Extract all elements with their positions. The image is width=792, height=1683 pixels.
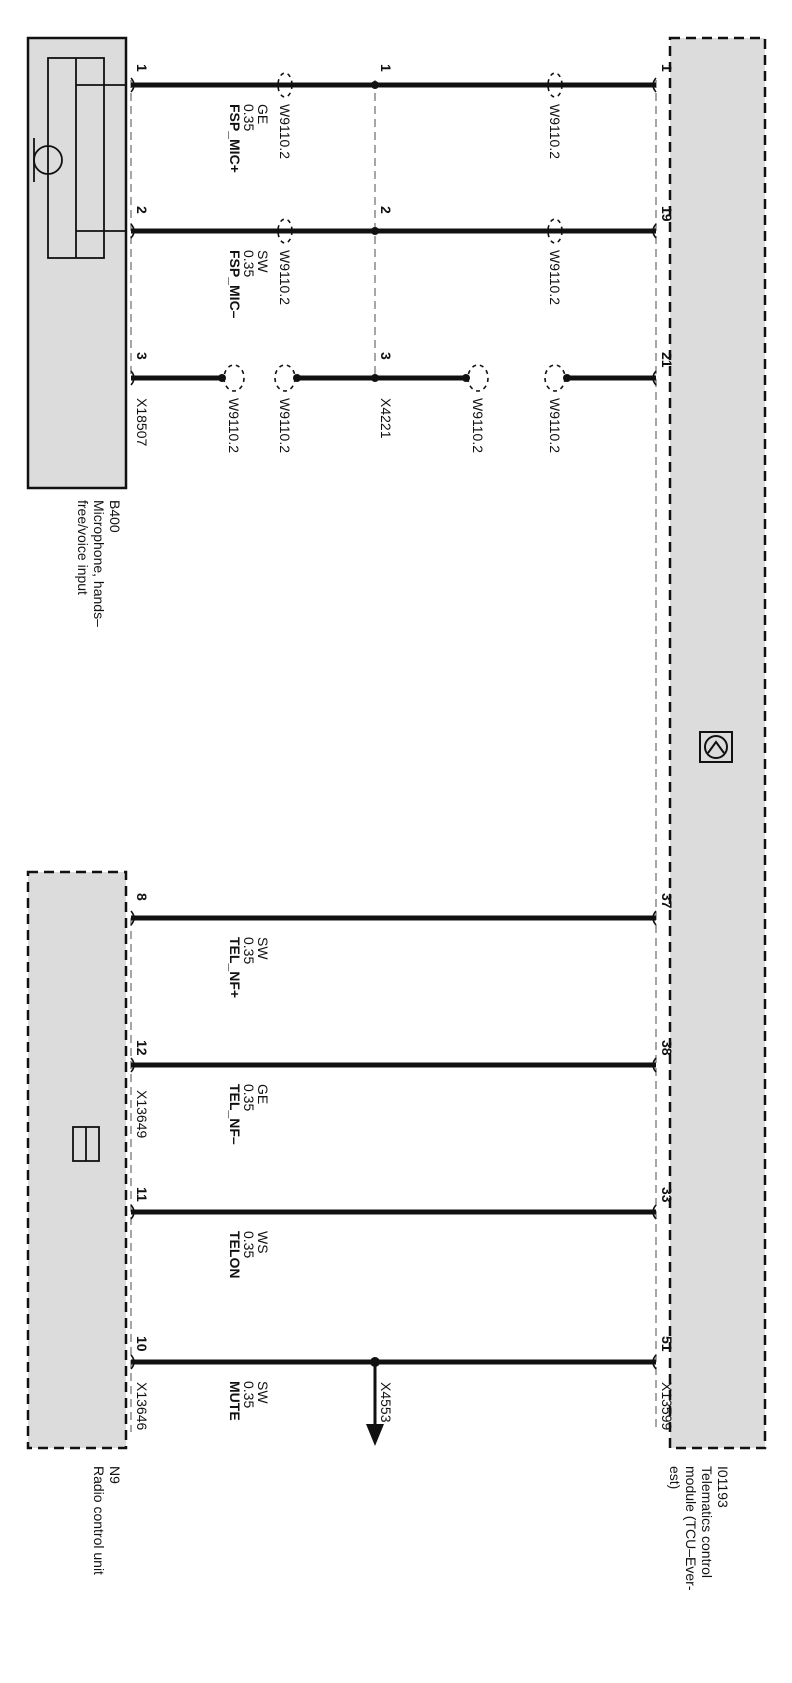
svg-text:Radio control unit: Radio control unit xyxy=(91,1466,107,1575)
mic-module-label xyxy=(75,500,123,627)
svg-text:est): est) xyxy=(667,1466,683,1490)
ground-ref-label: X4553 xyxy=(378,1382,394,1423)
svg-text:0.35: 0.35 xyxy=(241,1231,257,1259)
svg-text:GE: GE xyxy=(255,1084,271,1105)
tcu-pin-33: 33 xyxy=(659,1187,675,1203)
shield-label: W9110.2 xyxy=(547,250,563,305)
wire-label-tel-nf-minus xyxy=(227,1084,271,1145)
tcu-pin-37: 37 xyxy=(659,893,675,909)
svg-text:TEL_NF+: TEL_NF+ xyxy=(227,937,243,999)
svg-text:SW: SW xyxy=(255,937,271,960)
splice-label: X4221 xyxy=(378,398,394,439)
svg-text:N9: N9 xyxy=(107,1466,123,1484)
shield-label: W9110.2 xyxy=(277,398,293,453)
tcu-connector-label: X13599 xyxy=(659,1382,675,1431)
tcu-pin-21: 21 xyxy=(659,352,675,368)
mic-module-box[interactable] xyxy=(28,38,126,488)
svg-text:Telematics control: Telematics control xyxy=(699,1466,715,1579)
splice-pin-2: 2 xyxy=(378,206,394,214)
svg-text:B400: B400 xyxy=(107,500,123,533)
shield-label: W9110.2 xyxy=(226,398,242,453)
wires xyxy=(131,85,656,1362)
shield-label: W9110.2 xyxy=(547,104,563,159)
svg-text:MUTE: MUTE xyxy=(227,1381,243,1421)
splice-pin-1: 1 xyxy=(378,64,394,72)
wire-label-fsp-mic-minus xyxy=(227,250,271,319)
svg-text:TELON: TELON xyxy=(227,1231,243,1279)
svg-text:0.35: 0.35 xyxy=(241,1084,257,1112)
mic-pin-3: 3 xyxy=(134,352,150,360)
svg-text:FSP_MIC–: FSP_MIC– xyxy=(227,250,243,319)
tcu-pin-38: 38 xyxy=(659,1040,675,1056)
wire-label-mute xyxy=(227,1381,271,1421)
splice-pin-3: 3 xyxy=(378,352,394,360)
radio-module-box[interactable] xyxy=(28,872,126,1448)
svg-text:GE: GE xyxy=(255,104,271,125)
shield-label: W9110.2 xyxy=(277,104,293,159)
tcu-pin-19: 19 xyxy=(659,206,675,222)
tcu-module-label xyxy=(667,1466,731,1591)
svg-text:WS: WS xyxy=(255,1231,271,1254)
wire-label-tel-nf-plus xyxy=(227,937,271,998)
radio-connector-label-1: X13649 xyxy=(134,1090,150,1139)
mic-pin-2: 2 xyxy=(134,206,150,214)
radio-pin-10: 10 xyxy=(134,1336,150,1352)
svg-text:free/voice input: free/voice input xyxy=(75,500,91,595)
svg-text:SW: SW xyxy=(255,250,271,273)
tcu-pin-51: 51 xyxy=(659,1336,675,1352)
shield-label: W9110.2 xyxy=(470,398,486,453)
svg-text:module (TCU–Ever-: module (TCU–Ever- xyxy=(683,1466,699,1591)
svg-text:0.35: 0.35 xyxy=(241,1381,257,1409)
svg-text:0.35: 0.35 xyxy=(241,104,257,132)
tcu-pin-1: 1 xyxy=(659,64,675,72)
wire-label-fsp-mic-plus xyxy=(227,104,271,173)
svg-text:0.35: 0.35 xyxy=(241,937,257,965)
svg-text:I01193: I01193 xyxy=(715,1466,731,1508)
shield-label: W9110.2 xyxy=(547,398,563,453)
radio-pin-12: 12 xyxy=(134,1040,150,1056)
svg-text:Microphone, hands–: Microphone, hands– xyxy=(91,500,107,627)
shield-label: W9110.2 xyxy=(277,250,293,305)
mic-connector-label: X18507 xyxy=(134,398,150,447)
svg-text:FSP_MIC+: FSP_MIC+ xyxy=(227,104,243,173)
wire-label-telon xyxy=(227,1231,271,1278)
radio-pin-8: 8 xyxy=(134,893,150,901)
svg-text:0.35: 0.35 xyxy=(241,250,257,278)
mic-pin-1: 1 xyxy=(134,64,150,72)
radio-pin-11: 11 xyxy=(134,1187,150,1202)
radio-module-label xyxy=(91,1466,123,1575)
svg-text:SW: SW xyxy=(255,1381,271,1404)
terminals xyxy=(131,78,656,1369)
radio-connector-label-2: X13646 xyxy=(134,1382,150,1431)
svg-text:TEL_NF–: TEL_NF– xyxy=(227,1084,243,1145)
